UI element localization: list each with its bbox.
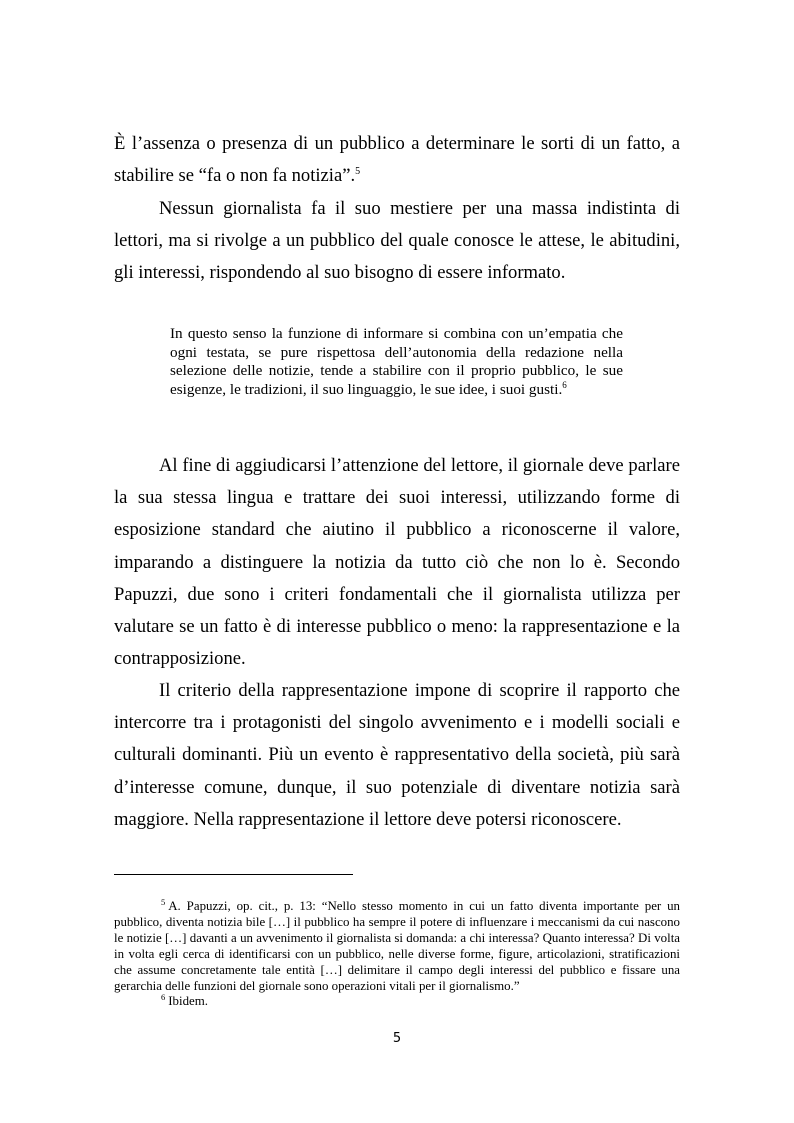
paragraph-3: Al fine di aggiudicarsi l’attenzione del lettore, il giornale deve parlare la sua stessa lingua e trattare dei suoi interessi, utilizzando forme di esposizione standard che aiutino il pubblico a riconoscerne il valore, imparando a distinguere la notizia da tutto ciò che non lo è. Secondo Papuzzi, due sono i criteri fondamentali che il giornalista utilizza per valutare se un fatto è di interesse pubblico o meno: la rappresentazione e la contrapposizione. [114, 455, 680, 670]
paragraph-4: Il criterio della rappresentazione impone di scoprire il rapporto che intercorre tra i protagonisti del singolo avvenimento e i modelli sociali e culturali dominanti. Più un evento è rappresentativo della società, più sarà d’interesse comune, dunque, il suo potenziale di diventare notizia sarà maggiore. Nella rappresentazione il lettore deve potersi riconoscere. [114, 680, 680, 830]
footnote-5 [114, 899, 680, 994]
footnote-5-text: A. Papuzzi, op. cit., p. 13: “Nello stesso momento in cui un fatto diventa importante per un pubblico, diventa notizia bile […] il pubblico ha sempre il potere di influenzare i meccanismi da cui nascono le notizie […] davanti a un avvenimento il giornalista si domanda: a chi interessa? Quanto interessa? Di volta in volta egli cerca di identificarsi con un pubblico, nelle diverse forme, figure, articolazioni, stratificazioni che assume concretamente tale entità […] delimitare il campo degli interessi del pubblico e fissare una gerarchia delle funzioni del giornale sono operazioni vitali per il giornalismo.” [114, 899, 680, 993]
footnote-6-number: 6 [161, 992, 166, 1003]
footnote-separator [114, 874, 353, 875]
paragraph-2: Nessun giornalista fa il suo mestiere per una massa indistinta di lettori, ma si rivolge a un pubblico del quale conosce le attese, le abitudini, gli interessi, rispondendo al suo bisogno di essere informato. [114, 198, 680, 284]
page-number: 5 [392, 1031, 402, 1046]
block-quote [170, 325, 623, 399]
footnote-6 [114, 994, 680, 1010]
footnote-6-text: Ibidem. [168, 994, 208, 1009]
footnotes-section [114, 899, 680, 1010]
footnote-reference-5[interactable]: 5 [355, 166, 361, 178]
footnote-reference-6[interactable]: 6 [562, 379, 567, 390]
footnote-5-number: 5 [161, 897, 166, 907]
paragraph-1 [114, 128, 680, 192]
paragraph-1-text: È l’assenza o presenza di un pubblico a determinare le sorti di un fatto, a stabilire se “fa o non fa notizia”. [114, 133, 680, 187]
block-quote-text: In questo senso la funzione di informare si combina con un’empatia che ogni testata, se pure rispettosa dell’autonomia della redazione nella selezione delle notizie, tende a stabilire con il proprio pubblico, le sue esigenze, le tradizioni, il suo linguaggio, le sue idee, i suoi gusti. [170, 325, 623, 398]
